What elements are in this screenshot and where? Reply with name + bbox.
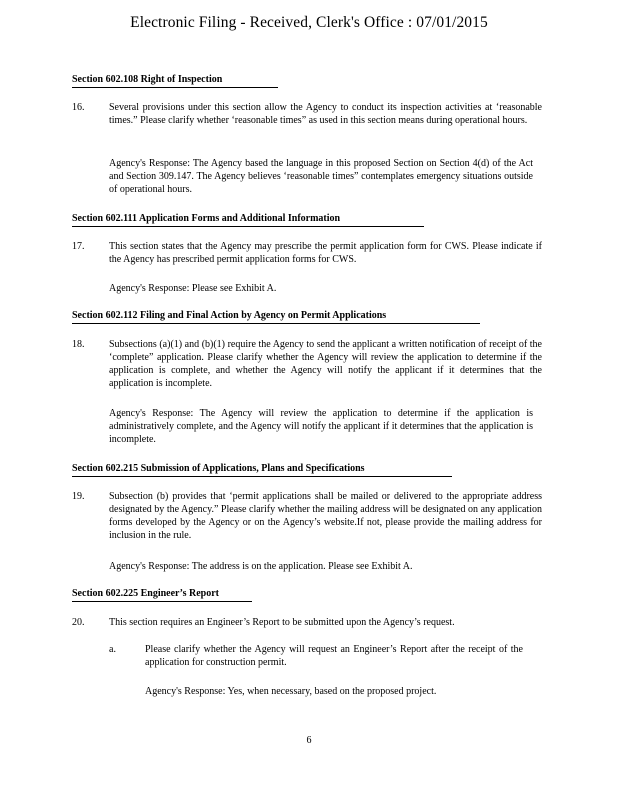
question-number: 20. (72, 617, 85, 628)
question-text: This section requires an Engineer’s Report to be submitted upon the Agency’s request. (109, 617, 455, 628)
question-17 (72, 240, 542, 266)
question-text: Subsection (b) provides that ‘permit applications shall be mailed or delivered to the appropriate address designated by the Agency.” Please clarify whether the mailing address will be designated on any application forms developed by the Agency or on the Agency’s website.If not, please provide the mailing address for inclusion in the rule. (109, 491, 542, 541)
subquestion-letter: a. (109, 644, 116, 655)
agency-response-20a: Agency's Response: Yes, when necessary, based on the proposed project. (145, 686, 437, 697)
section-heading-602-112: Section 602.112 Filing and Final Action by Agency on Permit Applications (72, 310, 480, 324)
page-number: 6 (306, 735, 312, 746)
question-20a (109, 643, 523, 669)
agency-response-18: Agency's Response: The Agency will review the application to determine if the application is administratively complete, and the Agency will notify the applicant if it determines that the application is incomplete. (109, 408, 533, 445)
section-heading-602-225: Section 602.225 Engineer’s Report (72, 588, 252, 602)
section-heading-602-108: Section 602.108 Right of Inspection (72, 74, 278, 88)
question-18 (72, 338, 542, 390)
question-number: 17. (72, 241, 85, 252)
question-number: 19. (72, 491, 85, 502)
question-16 (72, 101, 542, 127)
section-heading-602-111: Section 602.111 Application Forms and Additional Information (72, 213, 424, 227)
agency-response-17: Agency's Response: Please see Exhibit A. (109, 283, 277, 294)
section-heading-602-215: Section 602.215 Submission of Applications, Plans and Specifications (72, 463, 452, 477)
question-number: 18. (72, 339, 85, 350)
question-number: 16. (72, 102, 85, 113)
question-text: This section states that the Agency may prescribe the permit application form for CWS. Please indicate if the Agency has prescribed permit application forms for CWS. (109, 241, 542, 265)
agency-response-16: Agency's Response: The Agency based the language in this proposed Section on Section 4(d) of the Act and Section 309.147. The Agency believes ‘reasonable times” contemplates emergency situations outside of operational hours. (109, 158, 533, 195)
question-text: Several provisions under this section allow the Agency to conduct its inspection activities at ‘reasonable times.” Please clarify whether ‘reasonable times” as used in this section means during operational hours. (109, 102, 542, 126)
page-header: Electronic Filing - Received, Clerk's Office : 07/01/2015 (130, 14, 488, 31)
agency-response-19: Agency's Response: The address is on the application. Please see Exhibit A. (109, 561, 413, 572)
question-20 (72, 616, 542, 629)
question-19 (72, 490, 542, 542)
subquestion-text: Please clarify whether the Agency will request an Engineer’s Report after the receipt of the application for construction permit. (145, 644, 523, 668)
question-text: Subsections (a)(1) and (b)(1) require the Agency to send the applicant a written notification of receipt of the ‘complete” application. Please clarify whether the Agency will review the application to determine if the application is complete, and whether the Agency will notify the applicant if it determines that the application is incomplete. (109, 339, 542, 389)
